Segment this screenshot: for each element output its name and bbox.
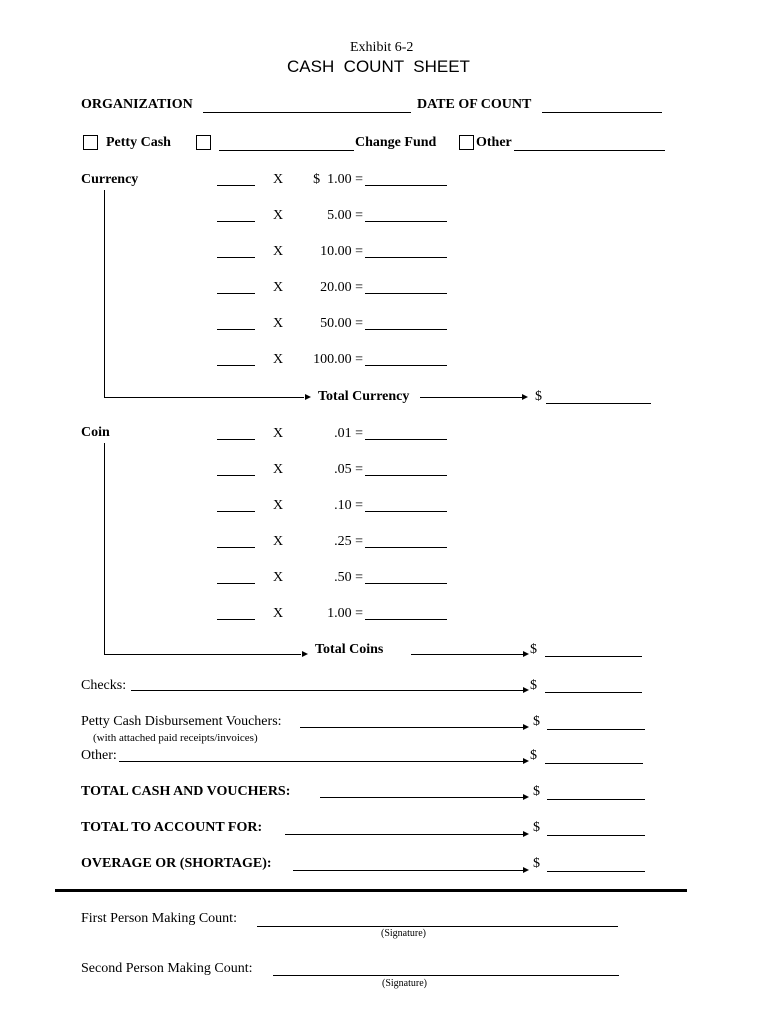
second-person-label: Second Person Making Count:: [81, 961, 253, 976]
total-cash-dollar: $: [533, 784, 540, 799]
first-signature-note: (Signature): [381, 928, 426, 939]
multiply-sign: X: [273, 208, 284, 223]
date-field[interactable]: [542, 112, 662, 113]
coin-denomination: .01 =: [334, 426, 363, 441]
section-divider: [55, 889, 687, 892]
currency-amount-field[interactable]: [365, 293, 447, 294]
multiply-sign: X: [273, 570, 284, 585]
coin-arrow: [302, 651, 308, 657]
coin-quantity-field[interactable]: [217, 583, 255, 584]
currency-bracket-line: [104, 397, 304, 398]
other-label: Other: [476, 135, 512, 150]
multiply-sign: X: [273, 244, 284, 259]
other-dollar: $: [530, 748, 537, 763]
coin-quantity-field[interactable]: [217, 475, 255, 476]
coin-amount-field[interactable]: [365, 583, 447, 584]
currency-amount-field[interactable]: [365, 257, 447, 258]
coin-denomination: 1.00 =: [327, 606, 363, 621]
total-currency-arrow: [522, 394, 528, 400]
overage-label: OVERAGE OR (SHORTAGE):: [81, 856, 272, 871]
total-coins-label: Total Coins: [315, 642, 384, 657]
multiply-sign: X: [273, 606, 284, 621]
currency-amount-field[interactable]: [365, 365, 447, 366]
multiply-sign: X: [273, 462, 284, 477]
currency-denomination: 50.00 =: [320, 316, 363, 331]
total-coins-arrow: [523, 651, 529, 657]
vouchers-note: (with attached paid receipts/invoices): [93, 732, 258, 744]
currency-quantity-field[interactable]: [217, 293, 255, 294]
multiply-sign: X: [273, 498, 284, 513]
total-cash-label: TOTAL CASH AND VOUCHERS:: [81, 784, 291, 799]
petty-cash-label: Petty Cash: [106, 135, 171, 150]
overage-field[interactable]: [547, 871, 645, 872]
overage-arrow: [523, 867, 529, 873]
vouchers-label: Petty Cash Disbursement Vouchers:: [81, 714, 282, 729]
multiply-sign: X: [273, 172, 284, 187]
vouchers-line[interactable]: [300, 727, 523, 728]
total-coins-dollar: $: [530, 642, 537, 657]
total-account-field[interactable]: [547, 835, 645, 836]
currency-quantity-field[interactable]: [217, 185, 255, 186]
other-field[interactable]: [545, 763, 643, 764]
total-coins-field[interactable]: [545, 656, 642, 657]
exhibit-label: Exhibit 6-2: [350, 40, 414, 55]
organization-label: ORGANIZATION: [81, 97, 193, 112]
coin-amount-field[interactable]: [365, 511, 447, 512]
second-signature-field[interactable]: [273, 975, 619, 976]
vouchers-arrow: [523, 724, 529, 730]
total-cash-arrow: [523, 794, 529, 800]
total-account-label: TOTAL TO ACCOUNT FOR:: [81, 820, 263, 835]
other-line[interactable]: [119, 761, 523, 762]
second-signature-note: (Signature): [382, 978, 427, 989]
checks-label: Checks:: [81, 678, 127, 693]
currency-bracket: [104, 190, 105, 398]
other-arrow: [523, 758, 529, 764]
currency-quantity-field[interactable]: [217, 365, 255, 366]
multiply-sign: X: [273, 280, 284, 295]
overage-line[interactable]: [293, 870, 523, 871]
multiply-sign: X: [273, 316, 284, 331]
coin-quantity-field[interactable]: [217, 547, 255, 548]
other-checkbox[interactable]: [459, 135, 474, 150]
multiply-sign: X: [273, 426, 284, 441]
total-account-dollar: $: [533, 820, 540, 835]
date-label: DATE OF COUNT: [417, 97, 532, 112]
coin-amount-field[interactable]: [365, 619, 447, 620]
checks-arrow: [523, 687, 529, 693]
total-account-line[interactable]: [285, 834, 523, 835]
overage-dollar: $: [533, 856, 540, 871]
currency-quantity-field[interactable]: [217, 257, 255, 258]
coin-quantity-field[interactable]: [217, 619, 255, 620]
total-currency-label: Total Currency: [318, 389, 410, 404]
coin-denomination: .25 =: [334, 534, 363, 549]
coin-amount-field[interactable]: [365, 439, 447, 440]
coin-bracket-line: [104, 654, 301, 655]
petty-cash-checkbox[interactable]: [83, 135, 98, 150]
total-coins-leader: [411, 654, 523, 655]
total-account-arrow: [523, 831, 529, 837]
coin-quantity-field[interactable]: [217, 511, 255, 512]
checks-dollar: $: [530, 678, 537, 693]
vouchers-field[interactable]: [547, 729, 645, 730]
change-fund-checkbox[interactable]: [196, 135, 211, 150]
currency-quantity-field[interactable]: [217, 329, 255, 330]
coin-denomination: .05 =: [334, 462, 363, 477]
checks-line[interactable]: [131, 690, 523, 691]
total-currency-field[interactable]: [546, 403, 651, 404]
currency-quantity-field[interactable]: [217, 221, 255, 222]
total-currency-leader: [420, 397, 522, 398]
first-person-label: First Person Making Count:: [81, 911, 237, 926]
total-currency-dollar: $: [535, 389, 542, 404]
vouchers-dollar: $: [533, 714, 540, 729]
checks-field[interactable]: [545, 692, 642, 693]
currency-amount-field[interactable]: [365, 185, 447, 186]
currency-denomination: $ 1.00 =: [313, 172, 363, 187]
coin-quantity-field[interactable]: [217, 439, 255, 440]
currency-label: Currency: [81, 172, 139, 187]
coin-denomination: .10 =: [334, 498, 363, 513]
coin-label: Coin: [81, 425, 110, 440]
coin-denomination: .50 =: [334, 570, 363, 585]
currency-amount-field[interactable]: [365, 329, 447, 330]
page-title: CASH COUNT SHEET: [287, 57, 470, 76]
currency-amount-field[interactable]: [365, 221, 447, 222]
currency-denomination: 20.00 =: [320, 280, 363, 295]
total-cash-line[interactable]: [320, 797, 523, 798]
coin-amount-field[interactable]: [365, 547, 447, 548]
first-signature-field[interactable]: [257, 926, 618, 927]
organization-field[interactable]: [203, 112, 411, 113]
currency-denomination: 10.00 =: [320, 244, 363, 259]
coin-bracket: [104, 443, 105, 655]
total-cash-field[interactable]: [547, 799, 645, 800]
currency-arrow: [305, 394, 311, 400]
change-fund-label: Change Fund: [355, 135, 437, 150]
currency-denomination: 100.00 =: [313, 352, 363, 367]
currency-denomination: 5.00 =: [327, 208, 363, 223]
multiply-sign: X: [273, 534, 284, 549]
change-fund-field[interactable]: [219, 150, 354, 151]
other-field[interactable]: [514, 150, 665, 151]
other-line-label: Other:: [81, 748, 117, 763]
coin-amount-field[interactable]: [365, 475, 447, 476]
multiply-sign: X: [273, 352, 284, 367]
